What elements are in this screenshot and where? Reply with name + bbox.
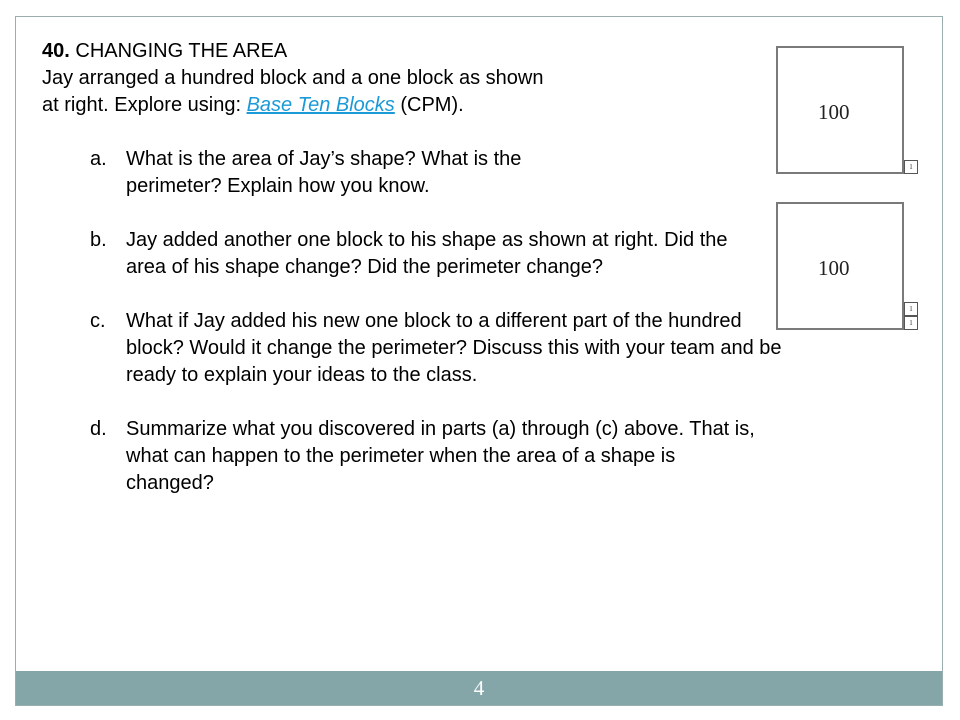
part-b-marker: b. bbox=[90, 229, 107, 251]
page-number: 4 bbox=[473, 676, 485, 700]
one-block: 1 bbox=[904, 160, 918, 174]
one-block: 1 bbox=[904, 316, 918, 330]
part-c-text: What if Jay added his new one block to a different part of the hundred block? Would it change the perimeter? Discuss this with your team and be ready to explain your ideas to the class. bbox=[126, 310, 782, 386]
part-a bbox=[42, 146, 782, 200]
part-b bbox=[42, 227, 782, 281]
problem-intro-line1: Jay arranged a hundred block and a one block as shown bbox=[42, 67, 544, 89]
part-b-text: Jay added another one block to his shape as shown at right. Did the area of his shape change? Did the perimeter change? bbox=[126, 229, 728, 278]
problem-title-text: CHANGING THE AREA bbox=[75, 40, 288, 62]
hundred-block bbox=[776, 46, 904, 174]
intro-text-after-link: (CPM). bbox=[394, 94, 464, 116]
problem-content bbox=[42, 38, 782, 497]
part-d bbox=[42, 416, 782, 497]
problem-title bbox=[42, 38, 782, 65]
figure-hundred-plus-one bbox=[776, 46, 921, 176]
hundred-block-label: 100 bbox=[818, 256, 850, 280]
problem-intro-line2 bbox=[42, 92, 782, 119]
part-d-text: Summarize what you discovered in parts (a) through (c) above. That is, what can happen to the perimeter when the area of a shape is changed? bbox=[126, 418, 755, 494]
part-a-text: What is the area of Jay’s shape? What is the perimeter? Explain how you know. bbox=[126, 148, 522, 197]
part-c bbox=[42, 308, 782, 389]
intro-text-before-link: at right. Explore using: bbox=[42, 94, 247, 116]
part-a-marker: a. bbox=[90, 148, 107, 170]
hundred-block bbox=[776, 202, 904, 330]
one-block: 1 bbox=[904, 302, 918, 316]
hundred-block-label: 100 bbox=[818, 100, 850, 124]
problem-number: 40. bbox=[42, 40, 70, 62]
part-d-marker: d. bbox=[90, 418, 107, 440]
footer-bar bbox=[16, 671, 942, 705]
base-ten-blocks-link[interactable]: Base Ten Blocks bbox=[246, 94, 395, 116]
part-c-marker: c. bbox=[90, 310, 106, 332]
figure-hundred-plus-two bbox=[776, 202, 921, 332]
